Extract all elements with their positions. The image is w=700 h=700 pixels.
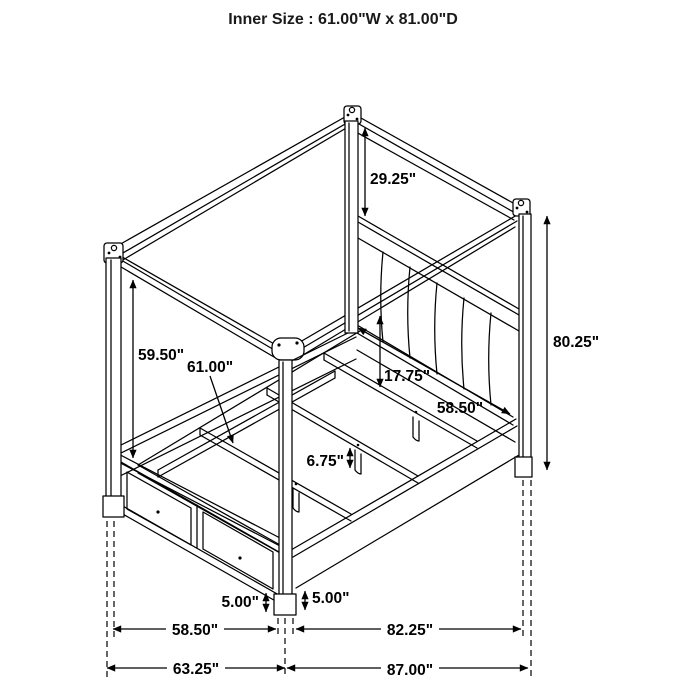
dim-label-post-to-rail: 59.50" xyxy=(138,347,185,364)
dim-label-headboard-width: 58.50" xyxy=(436,400,484,417)
dim-label-canopy-to-headboard: 29.25" xyxy=(370,171,417,188)
post-front-center-foot xyxy=(274,594,296,615)
dim-line-headboard-width xyxy=(358,328,510,414)
post-front-left xyxy=(103,258,124,517)
post-right-foot xyxy=(515,457,532,477)
dim-label-inner-width: 61.00" xyxy=(187,359,234,376)
canopy-frame xyxy=(104,106,530,360)
dim-label-overall-width: 63.25" xyxy=(172,661,220,678)
page-title: Inner Size : 61.00"W x 81.00"D xyxy=(228,11,458,28)
dim-label-center-leg: 6.75" xyxy=(306,453,344,470)
drawer-handle-left xyxy=(156,510,159,513)
extension-lines xyxy=(107,480,531,679)
dim-label-clearance-right: 5.00" xyxy=(312,590,350,607)
dim-label-overall-depth: 87.00" xyxy=(386,662,434,679)
post-back xyxy=(345,121,358,333)
dim-label-clearance-left: 5.00" xyxy=(221,594,259,611)
post-right xyxy=(515,214,532,477)
footboard-with-drawers xyxy=(107,448,280,603)
drawer-handle-right xyxy=(238,556,241,559)
dim-label-overall-height: 80.25" xyxy=(553,334,600,351)
dim-label-headboard-panel: 17.75" xyxy=(384,368,431,385)
slat-rail-front xyxy=(200,428,351,521)
post-front-left-foot xyxy=(103,496,124,517)
dim-label-footboard-width: 58.50" xyxy=(171,622,219,639)
bed-posts xyxy=(103,121,532,615)
dim-label-side-rail-length: 82.25" xyxy=(386,622,434,639)
dimension-lines xyxy=(107,128,547,668)
